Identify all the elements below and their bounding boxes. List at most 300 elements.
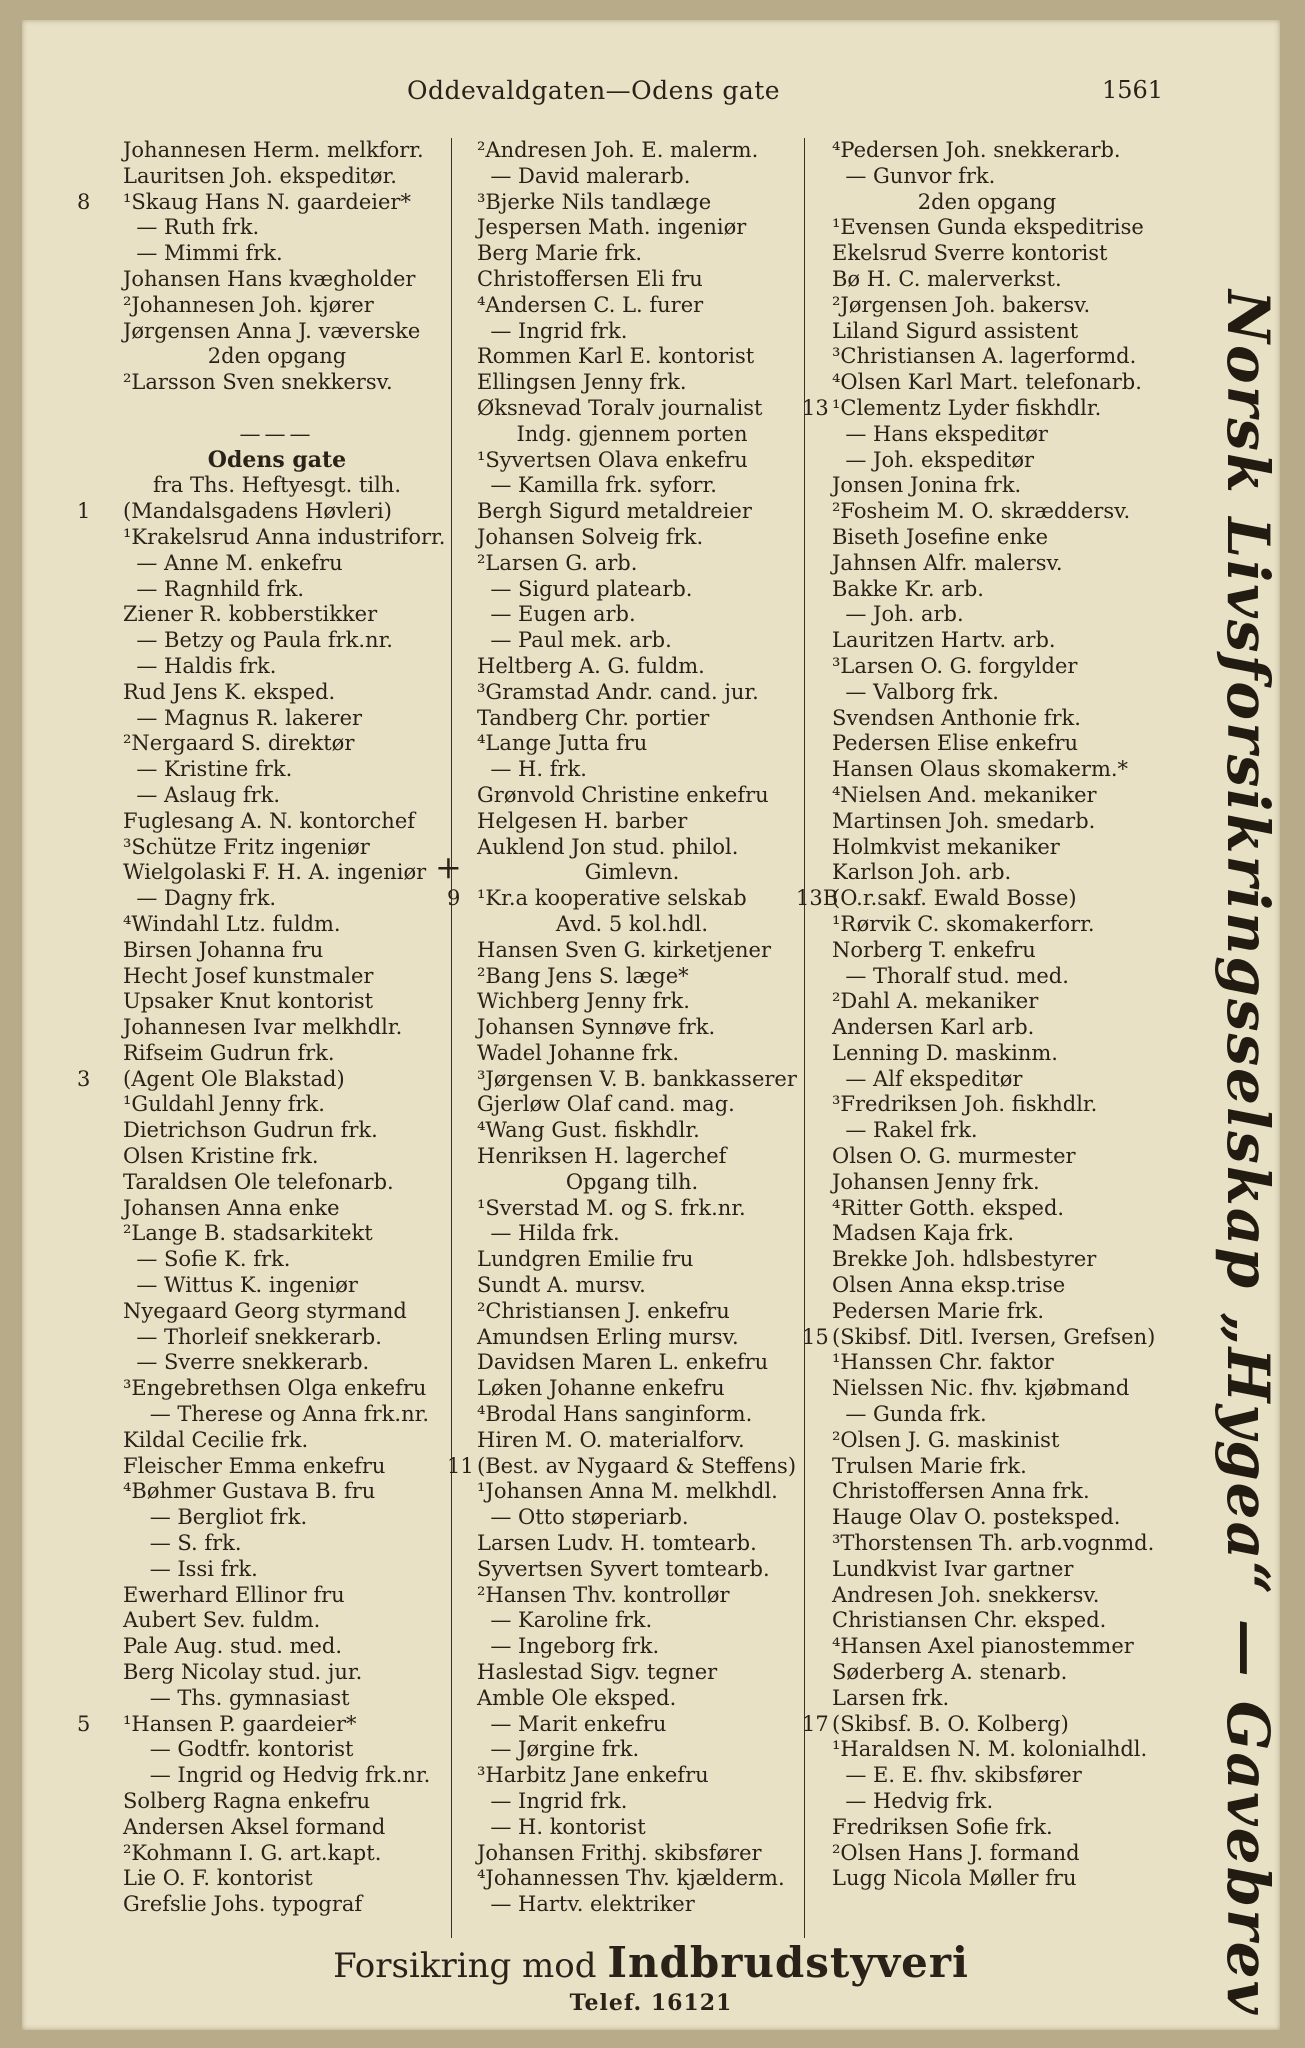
entry-text: ²Kohmann I. G. art.kapt. (123, 1840, 382, 1865)
directory-entry (447, 912, 837, 938)
directory-entry (802, 809, 1202, 835)
entry-text: Søderberg A. stenarb. (832, 1660, 1068, 1685)
directory-entry (447, 1583, 837, 1609)
entry-text: ⁴Bøhmer Gustava B. fru (123, 1479, 376, 1504)
entry-text: Pedersen Elise enkefru (832, 731, 1079, 756)
entry-text: Grefslie Johs. typograf (123, 1892, 363, 1917)
entry-text: Birsen Johanna fru (123, 937, 324, 962)
directory-entry (77, 190, 477, 216)
entry-text: Wielgolaski F. H. A. ingeniør (123, 860, 427, 885)
entry-text: ⁴Andersen C. L. furer (477, 292, 704, 317)
entry-text: Opgang tilh. (565, 1169, 699, 1194)
entry-text: Lie O. F. kontorist (123, 1866, 313, 1891)
entry-text: (Best. av Nygaard & Steffens) (477, 1453, 797, 1478)
footer-advertisement (22, 1938, 1280, 1987)
entry-text: (Mandalsgadens Høvleri) (123, 499, 392, 524)
footer-telephone: Telef. 16121 (569, 1990, 733, 2016)
directory-entry (802, 1196, 1202, 1222)
entry-text: — Jørgine frk. (477, 1737, 640, 1762)
directory-entry (447, 1866, 837, 1892)
directory-entry (447, 602, 837, 628)
entry-text: 2den opgang (917, 189, 1057, 214)
entry-text: ⁴Lange Jutta fru (477, 731, 648, 756)
entry-text: Gimlevn. (584, 860, 680, 885)
directory-entry (447, 1118, 837, 1144)
directory-entry (447, 1015, 837, 1041)
entry-text: Kildal Cecilie frk. (123, 1427, 309, 1452)
directory-entry (447, 628, 837, 654)
entry-text: Hansen Sven G. kirketjener (477, 937, 772, 962)
directory-entry (802, 964, 1202, 990)
entry-text: Andersen Karl arb. (832, 1015, 1035, 1040)
directory-entry (802, 1118, 1202, 1144)
directory-entry (802, 293, 1202, 319)
entry-text: (Skibsf. Ditl. Iversen, Grefsen) (832, 1324, 1156, 1349)
entry-text: Auklend Jon stud. philol. (477, 834, 739, 859)
directory-entry (447, 551, 837, 577)
directory-entry (802, 1686, 1202, 1712)
directory-entry (802, 1067, 1202, 1093)
entry-text: — Anne M. enkefru (123, 550, 343, 575)
entry-text: Johansen Synnøve frk. (477, 1015, 716, 1040)
directory-entry (77, 448, 477, 474)
entry-text: ³Bjerke Nils tandlæge (477, 189, 712, 214)
directory-column-2 (435, 138, 837, 1918)
entry-text: Johansen Jenny frk. (832, 1169, 1040, 1194)
entry-text: ¹Skaug Hans N. gaardeier* (123, 189, 411, 214)
directory-entry (802, 215, 1202, 241)
entry-text: — Magnus R. lakerer (123, 705, 363, 730)
directory-entry (447, 1221, 837, 1247)
directory-entry (796, 886, 1202, 912)
directory-entry (447, 1428, 837, 1454)
entry-text: Berg Marie frk. (477, 241, 643, 266)
entry-text: Norberg T. enkefru (832, 937, 1036, 962)
entry-text: ²Larsson Sven snekkersv. (123, 370, 393, 395)
directory-entry (802, 1763, 1202, 1789)
directory-entry (802, 706, 1202, 732)
entry-text: ⁴Pedersen Joh. snekkerarb. (832, 138, 1121, 162)
entry-text: ³Harbitz Jane enkefru (477, 1763, 709, 1788)
directory-entry (802, 448, 1202, 474)
entry-text: — Gunda frk. (832, 1402, 987, 1427)
entry-text: — Hilda frk. (477, 1221, 620, 1246)
entry-text: Lauritzen Hartv. arb. (832, 628, 1056, 653)
directory-entry (77, 654, 477, 680)
directory-entry (447, 1737, 837, 1763)
entry-text: 2den opgang (207, 344, 347, 369)
directory-entry (447, 1557, 837, 1583)
entry-text: Bergh Sigurd metaldreier (477, 499, 752, 524)
directory-entry (447, 1376, 837, 1402)
directory-entry (77, 757, 477, 783)
directory-entry (802, 912, 1202, 938)
house-number: 5 (77, 1711, 91, 1736)
entry-text: ³Larsen O. G. forgylder (832, 653, 1078, 678)
page-header (22, 76, 1280, 116)
house-number: 3 (77, 1066, 91, 1091)
directory-entry (77, 706, 477, 732)
directory-entry (802, 731, 1202, 757)
entry-text: — Dagny frk. (123, 886, 277, 911)
directory-entry (447, 1299, 837, 1325)
entry-text: — Karoline frk. (477, 1608, 653, 1633)
entry-text: Fuglesang A. N. kontorchef (123, 808, 416, 833)
directory-entry (802, 1376, 1202, 1402)
directory-entry (77, 1118, 477, 1144)
entry-text: — H. frk. (477, 757, 587, 782)
directory-entry (447, 938, 837, 964)
entry-text: ¹Sverstad M. og S. frk.nr. (477, 1195, 746, 1220)
directory-entry (77, 499, 477, 525)
directory-entry (802, 989, 1202, 1015)
entry-text: Olsen Anna eksp.trise (832, 1273, 1066, 1298)
directory-entry (77, 1505, 477, 1531)
directory-entry (77, 1815, 477, 1841)
directory-entry (802, 860, 1202, 886)
entry-text: — David malerarb. (477, 163, 691, 188)
entry-text: Jonsen Jonina frk. (832, 473, 1022, 498)
directory-entry (447, 1454, 837, 1480)
entry-text: — H. kontorist (477, 1814, 646, 1839)
directory-entry (802, 938, 1202, 964)
entry-text: Helgesen H. barber (477, 808, 688, 833)
directory-entry (77, 344, 477, 370)
directory-entry (77, 267, 477, 293)
house-number: 8 (77, 189, 91, 214)
directory-entry (77, 1170, 477, 1196)
entry-text: Ekelsrud Sverre kontorist (832, 241, 1108, 266)
entry-text: ²Fosheim M. O. skræddersv. (832, 499, 1131, 524)
entry-text: Hecht Josef kunstmaler (123, 963, 374, 988)
entry-text: — Haldis frk. (123, 653, 277, 678)
entry-text: — Valborg frk. (832, 679, 999, 704)
entry-text: (Skibsf. B. O. Kolberg) (832, 1711, 1069, 1736)
entry-text: ²Johannesen Joh. kjører (123, 292, 374, 317)
directory-entry (802, 190, 1202, 216)
directory-entry (802, 1866, 1202, 1892)
directory-entry (447, 1479, 837, 1505)
directory-entry (77, 628, 477, 654)
directory-entry (447, 293, 837, 319)
entry-text: — Ingrid og Hedvig frk.nr. (123, 1763, 431, 1788)
entry-text: Ewerhard Ellinor fru (123, 1582, 345, 1607)
directory-entry (77, 1841, 477, 1867)
directory-entry (802, 1221, 1202, 1247)
entry-text: ¹Haraldsen N. M. kolonialhdl. (832, 1737, 1148, 1762)
entry-text: ¹Johansen Anna M. melkhdl. (477, 1479, 778, 1504)
entry-text: — Ths. gymnasiast (123, 1685, 350, 1710)
entry-text: — Thoralf stud. med. (832, 963, 1069, 988)
section-heading: Odens gate (207, 446, 347, 473)
directory-entry (447, 319, 837, 345)
entry-text: — Hartv. elektriker (477, 1892, 695, 1917)
directory-entry (447, 835, 837, 861)
entry-text: (Agent Ole Blakstad) (123, 1066, 345, 1091)
directory-entry (802, 1092, 1202, 1118)
directory-entry (77, 164, 477, 190)
directory-entry (77, 551, 477, 577)
directory-entry (77, 473, 477, 499)
directory-entry (77, 1866, 477, 1892)
directory-entry (77, 1092, 477, 1118)
directory-entry (77, 1892, 477, 1918)
entry-text: ⁴Olsen Karl Mart. telefonarb. (832, 370, 1142, 395)
entry-text: Johannesen Herm. melkforr. (123, 138, 424, 162)
directory-entry (77, 1737, 477, 1763)
directory-entry (77, 912, 477, 938)
directory-entry (447, 1402, 837, 1428)
directory-entry (802, 422, 1202, 448)
directory-entry (802, 1428, 1202, 1454)
directory-entry (77, 1583, 477, 1609)
directory-entry (447, 1841, 837, 1867)
directory-entry (802, 370, 1202, 396)
directory-entry (77, 1402, 477, 1428)
directory-entry (802, 396, 1202, 422)
directory-entry (447, 757, 837, 783)
directory-entry (802, 577, 1202, 603)
directory-entry (447, 1789, 837, 1815)
directory-entry (77, 860, 477, 886)
entry-text: Davidsen Maren L. enkefru (477, 1350, 769, 1375)
directory-entry (77, 1041, 477, 1067)
entry-text: Christoffersen Eli fru (477, 266, 703, 291)
entry-text: ¹Evensen Gunda ekspeditrise (832, 215, 1144, 240)
entry-text: Fredriksen Sofie frk. (832, 1814, 1053, 1839)
entry-text: Biseth Josefine enke (832, 524, 1048, 549)
entry-text: Liland Sigurd assistent (832, 318, 1079, 343)
entry-text: — Gunvor frk. (832, 163, 996, 188)
house-number: 13B (796, 886, 839, 911)
house-number: 11 (447, 1453, 474, 1478)
entry-text: — Aslaug frk. (123, 782, 281, 807)
directory-entry (447, 1634, 837, 1660)
directory-column-1 (77, 138, 477, 1918)
directory-entry (802, 1015, 1202, 1041)
entry-text: Hiren M. O. materialforv. (477, 1427, 745, 1452)
entry-text: ⁴Wang Gust. fiskhdlr. (477, 1118, 700, 1143)
entry-text: Lauritsen Joh. ekspeditør. (123, 163, 397, 188)
entry-text: Madsen Kaja frk. (832, 1221, 1014, 1246)
directory-entry (77, 1299, 477, 1325)
entry-text: Jørgensen Anna J. væverske (123, 318, 421, 343)
directory-entry (447, 886, 837, 912)
directory-entry (802, 551, 1202, 577)
entry-text: Nielssen Nic. fhv. kjøbmand (832, 1376, 1130, 1401)
directory-entry (77, 1196, 477, 1222)
entry-text: — Thorleif snekkerarb. (123, 1324, 382, 1349)
entry-text: — Marit enkefru (477, 1711, 667, 1736)
directory-entry (77, 1686, 477, 1712)
entry-text: ⁴Windahl Ltz. fuldm. (123, 911, 341, 936)
directory-entry (802, 138, 1202, 164)
entry-text: ⁴Brodal Hans sanginform. (477, 1402, 753, 1427)
entry-text: Rommen Karl E. kontorist (477, 344, 755, 369)
entry-text: ¹Clementz Lyder fiskhdlr. (832, 395, 1102, 420)
footer-ad-main: Indbrudstyveri (607, 1938, 969, 1987)
entry-text: ¹Hanssen Chr. faktor (832, 1350, 1054, 1375)
entry-text: ³Jørgensen V. B. bankkasserer (477, 1066, 797, 1091)
directory-entry (802, 1531, 1202, 1557)
entry-text: ²Bang Jens S. læge* (477, 963, 689, 988)
entry-text: — Sverre snekkerarb. (123, 1350, 370, 1375)
entry-text: Lenning D. maskinm. (832, 1040, 1058, 1065)
entry-text: ¹Syvertsen Olava enkefru (477, 447, 748, 472)
entry-text: ³Fredriksen Joh. fiskhdlr. (832, 1092, 1098, 1117)
directory-entry (77, 886, 477, 912)
entry-text: Indg. gjennem porten (516, 421, 748, 446)
directory-entry (447, 138, 837, 164)
entry-text: Svendsen Anthonie frk. (832, 705, 1081, 730)
entry-text: Ziener R. kobberstikker (123, 602, 378, 627)
directory-entry (447, 577, 837, 603)
directory-entry (447, 706, 837, 732)
entry-text: — Eugen arb. (477, 602, 636, 627)
house-number: 1 (77, 499, 91, 524)
directory-entry (802, 1454, 1202, 1480)
entry-text: Ellingsen Jenny frk. (477, 370, 687, 395)
directory-entry (447, 396, 837, 422)
entry-text: — Paul mek. arb. (477, 628, 672, 653)
entry-text: Christiansen Chr. eksped. (832, 1608, 1107, 1633)
directory-entry (802, 267, 1202, 293)
entry-text: Taraldsen Ole telefonarb. (123, 1169, 394, 1194)
entry-text: ²Dahl A. mekaniker (832, 989, 1039, 1014)
directory-entry (802, 1712, 1202, 1738)
directory-entry (802, 1583, 1202, 1609)
directory-entry (77, 1067, 477, 1093)
entry-text: Henriksen H. lagerchef (477, 1144, 727, 1169)
directory-entry (77, 138, 477, 164)
directory-entry (77, 680, 477, 706)
entry-text: Gjerløw Olaf cand. mag. (477, 1092, 735, 1117)
directory-entry (447, 783, 837, 809)
directory-entry (77, 577, 477, 603)
directory-entry (802, 164, 1202, 190)
directory-entry (447, 1763, 837, 1789)
directory-entry (447, 344, 837, 370)
entry-text: — Rakel frk. (832, 1118, 978, 1143)
directory-entry (77, 1247, 477, 1273)
entry-text: Amble Ole eksped. (477, 1685, 677, 1710)
directory-entry (77, 1634, 477, 1660)
directory-entry (77, 938, 477, 964)
directory-entry (77, 809, 477, 835)
directory-entry (447, 422, 837, 448)
directory-entry (447, 964, 837, 990)
entry-text: Nyegaard Georg styrmand (123, 1298, 407, 1323)
entry-text: — Ingrid frk. (477, 318, 628, 343)
directory-entry (447, 809, 837, 835)
entry-text: Larsen frk. (832, 1685, 950, 1710)
entry-text: ⁴Hansen Axel pianostemmer (832, 1634, 1134, 1659)
directory-entry (802, 319, 1202, 345)
entry-text: — Sofie K. frk. (123, 1247, 291, 1272)
entry-text: — Ragnhild frk. (123, 576, 305, 601)
entry-text: ¹Krakelsrud Anna industriforr. (123, 524, 446, 549)
entry-text: Pedersen Marie frk. (832, 1298, 1045, 1323)
entry-text: Larsen Ludv. H. tomtearb. (477, 1531, 757, 1556)
directory-entry (802, 1402, 1202, 1428)
directory-entry (77, 319, 477, 345)
directory-entry (77, 525, 477, 551)
entry-text: — E. E. fhv. skibsfører (832, 1763, 1082, 1788)
directory-entry (447, 1067, 837, 1093)
entry-text: Jespersen Math. ingeniør (477, 215, 747, 240)
entry-text: — Ruth frk. (123, 215, 260, 240)
directory-entry (77, 1350, 477, 1376)
directory-entry (802, 241, 1202, 267)
entry-text: ——— (239, 421, 315, 446)
entry-text: Olsen O. G. murmester (832, 1144, 1076, 1169)
directory-entry (447, 1892, 837, 1918)
entry-text: — Joh. ekspeditør (832, 447, 1035, 472)
directory-entry (802, 1144, 1202, 1170)
entry-text: — Issi frk. (123, 1556, 258, 1581)
directory-entry (447, 731, 837, 757)
directory-page (22, 20, 1280, 2030)
entry-text: Sundt A. mursv. (477, 1273, 646, 1298)
entry-text: Øksnevad Toralv journalist (477, 395, 763, 420)
directory-entry (77, 293, 477, 319)
entry-text: Jahnsen Alfr. malersv. (832, 550, 1063, 575)
entry-text: ³Christiansen A. lagerformd. (832, 344, 1137, 369)
entry-text: ²Andresen Joh. E. malerm. (477, 138, 759, 162)
entry-text: ³Schütze Fritz ingeniør (123, 834, 370, 859)
entry-text: Avd. 5 kol.hdl. (555, 911, 709, 936)
directory-entry (802, 1505, 1202, 1531)
entry-text: fra Ths. Heftyesgt. tilh. (153, 473, 401, 498)
entry-text: ²Nergaard S. direktør (123, 731, 355, 756)
cross-mark: + (435, 848, 462, 887)
entry-text: — Hans ekspeditør (832, 421, 1048, 446)
entry-text: ²Olsen Hans J. formand (832, 1840, 1080, 1865)
entry-text: — Joh. arb. (832, 602, 964, 627)
directory-entry (802, 1789, 1202, 1815)
directory-entry (447, 680, 837, 706)
entry-text: Andersen Aksel formand (123, 1814, 386, 1839)
entry-text: — Wittus K. ingeniør (123, 1273, 358, 1298)
entry-text: ²Christiansen J. enkefru (477, 1298, 730, 1323)
directory-entry (802, 1634, 1202, 1660)
directory-entry (77, 1221, 477, 1247)
directory-entry (802, 1325, 1202, 1351)
directory-entry (802, 1737, 1202, 1763)
directory-entry (77, 1454, 477, 1480)
entry-text: Christoffersen Anna frk. (832, 1479, 1090, 1504)
entry-text: Upsaker Knut kontorist (123, 989, 374, 1014)
entry-text: Hauge Olav O. posteksped. (832, 1505, 1121, 1530)
entry-text: Wadel Johanne frk. (477, 1040, 680, 1065)
entry-text: Johansen Anna enke (123, 1195, 340, 1220)
entry-text: — Otto støperiarb. (477, 1505, 689, 1530)
directory-entry (447, 1273, 837, 1299)
entry-text: Brekke Joh. hdlsbestyrer (832, 1247, 1097, 1272)
entry-text: Pale Aug. stud. med. (123, 1634, 343, 1659)
directory-entry (447, 1196, 837, 1222)
entry-text: Berg Nicolay stud. jur. (123, 1660, 363, 1685)
directory-entry (447, 1350, 837, 1376)
entry-text: ²Lange B. stadsarkitekt (123, 1221, 373, 1246)
directory-entry (802, 1247, 1202, 1273)
directory-entry (447, 1531, 837, 1557)
house-number: 17 (802, 1711, 829, 1736)
entry-text: — Betzy og Paula frk.nr. (123, 628, 393, 653)
entry-text: Rud Jens K. eksped. (123, 679, 336, 704)
directory-entry (77, 1712, 477, 1738)
directory-entry (77, 422, 477, 448)
